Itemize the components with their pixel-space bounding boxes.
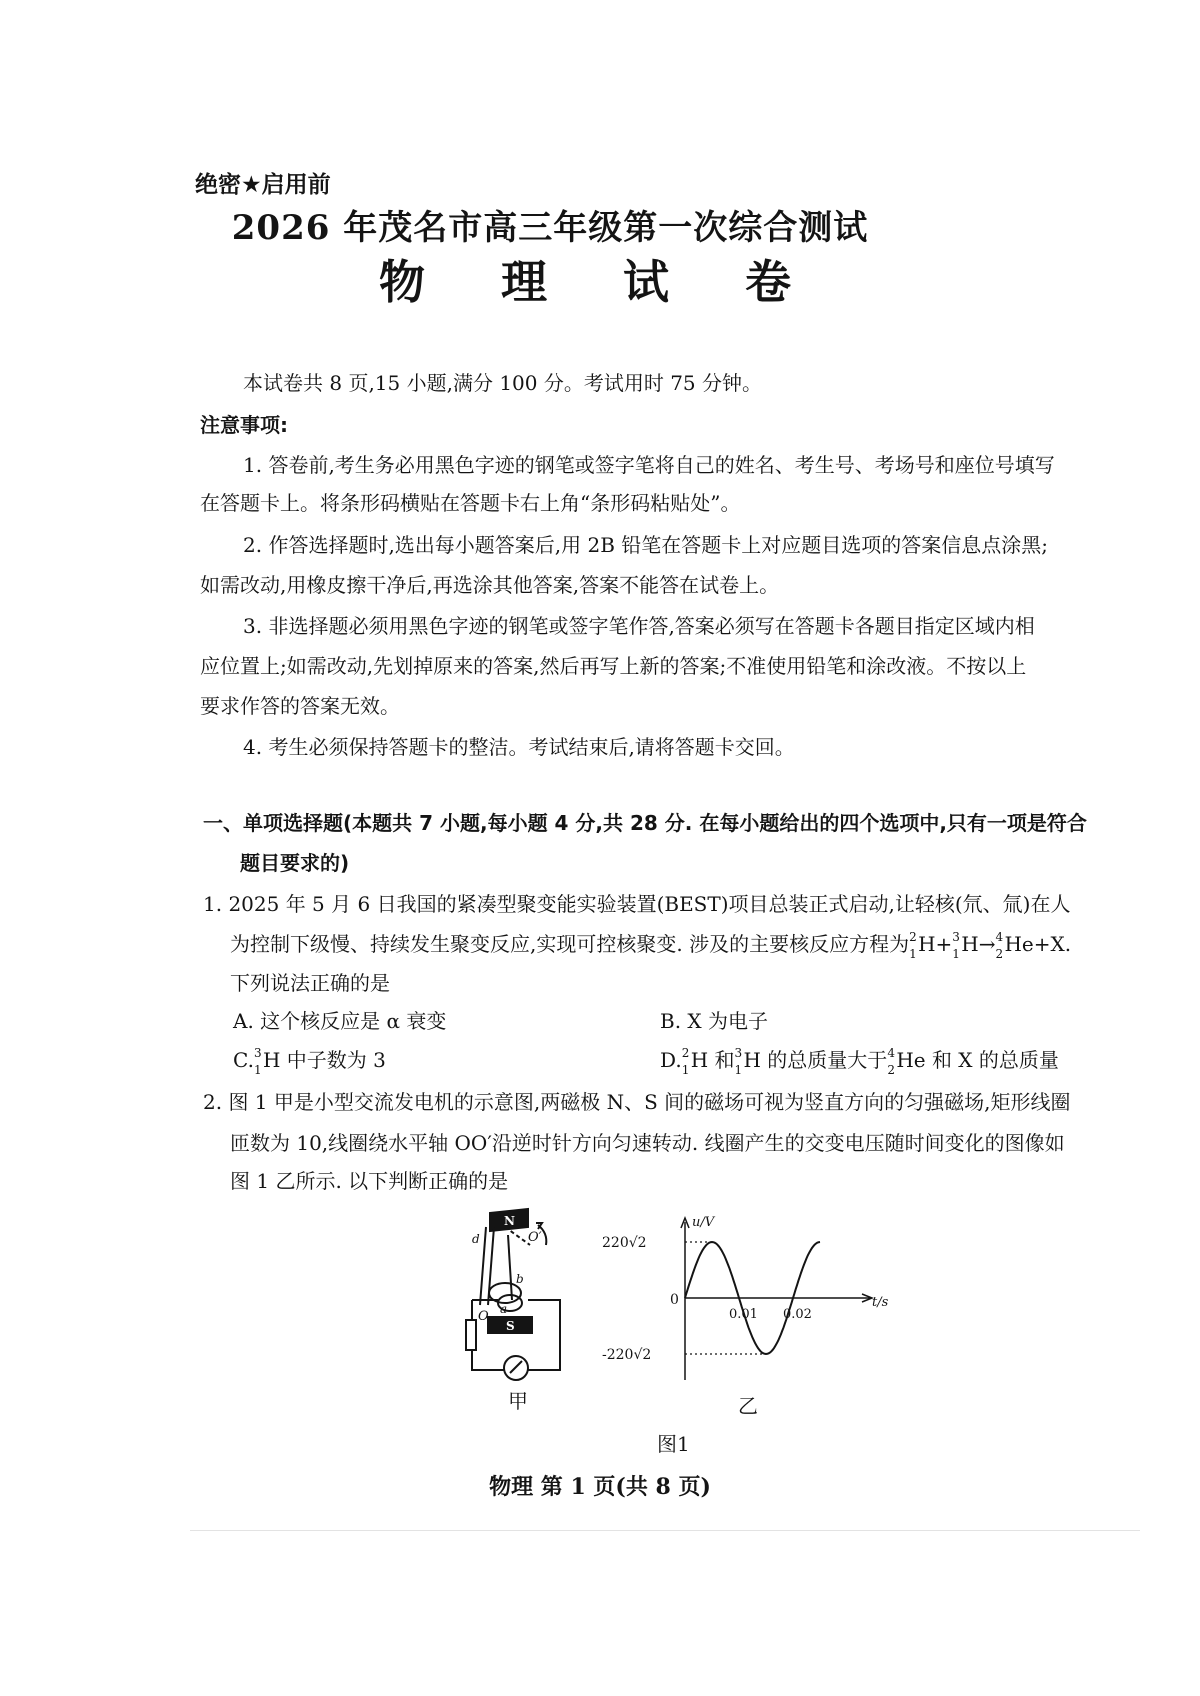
- question-1-line: 1. 2025 年 5 月 6 日我国的紧凑型聚变能实验装置(BEST)项目总装正式启动,让轻核(氘、氚)在人: [203, 892, 1071, 916]
- option-a: A. 这个核反应是 α 衰变: [233, 1009, 447, 1033]
- right-figure-caption: 乙: [738, 1394, 758, 1418]
- question-1-line: 下列说法正确的是: [230, 971, 390, 995]
- coil-a-label: a: [500, 1302, 508, 1316]
- left-figure-caption: 甲: [508, 1389, 528, 1413]
- option-c: C. 3 1 H 中子数为 3: [233, 1046, 386, 1077]
- n-pole-label: N: [504, 1214, 515, 1228]
- intro-text: 本试卷共 8 页,15 小题,满分 100 分。考试用时 75 分钟。: [243, 371, 763, 395]
- coil-d-label: d: [472, 1232, 480, 1246]
- y-axis-label: u/V: [692, 1215, 715, 1230]
- exam-title: 2026 年茂名市高三年级第一次综合测试: [231, 208, 869, 248]
- section-heading-cont: 题目要求的): [240, 851, 350, 875]
- section-heading: 一、单项选择题(本题共 7 小题,每小题 4 分,共 28 分. 在每小题给出的四个选项中,只有一项是符合: [203, 811, 1087, 835]
- notice-line: 3. 非选择题必须用黑色字迹的钢笔或签字笔作答,答案必须写在答题卡各题目指定区域内相: [243, 614, 1035, 638]
- notice-line: 在答题卡上。将条形码横贴在答题卡右上角“条形码粘贴处”。: [200, 491, 741, 515]
- question-2-line: 2. 图 1 甲是小型交流发电机的示意图,两磁极 N、S 间的磁场可视为竖直方向的匀强磁场,矩形线圈: [203, 1090, 1071, 1114]
- question-1-line: 为控制下级慢、持续发生聚变反应,实现可控核聚变. 涉及的主要核反应方程为 2 1 H+ 3 1 H→ 4 2 He+X.: [230, 930, 1072, 961]
- origin-label: 0: [670, 1292, 679, 1308]
- confidential-mark: 绝密★启用前: [195, 172, 331, 198]
- figure-caption: 图1: [657, 1432, 690, 1456]
- notice-line: 4. 考生必须保持答题卡的整洁。考试结束后,请将答题卡交回。: [243, 735, 795, 759]
- x-tick-label: 0.01: [729, 1307, 758, 1322]
- notice-line: 2. 作答选择题时,选出每小题答案后,用 2B 铅笔在答题卡上对应题目选项的答案信息点涂黑;: [243, 533, 1049, 557]
- s-pole-label: S: [506, 1319, 515, 1333]
- y-tick-label: -220√2: [602, 1347, 652, 1363]
- notice-heading: 注意事项:: [200, 413, 288, 437]
- subject-title: 物 理 试 卷: [378, 255, 822, 309]
- option-d: D. 2 1 H 和 3 1 H 的总质量大于 4 2 He 和 X 的总质量: [660, 1046, 1059, 1077]
- notice-line: 如需改动,用橡皮擦干净后,再选涂其他答案,答案不能答在试卷上。: [200, 573, 780, 597]
- page-footer: 物理 第 1 页(共 8 页): [489, 1474, 711, 1500]
- x-axis-label: t/s: [872, 1295, 889, 1310]
- question-2-line: 图 1 乙所示. 以下判断正确的是: [230, 1169, 509, 1193]
- coil-b-label: b: [516, 1272, 524, 1286]
- notice-line: 1. 答卷前,考生务必用黑色字迹的钢笔或签字笔将自己的姓名、考生号、考场号和座位号填写: [243, 453, 1055, 477]
- axis-o-prime-label: O′: [528, 1230, 542, 1245]
- notice-line: 应位置上;如需改动,先划掉原来的答案,然后再写上新的答案;不准使用铅笔和涂改液。不按以上: [200, 654, 1027, 678]
- generator-diagram: [450, 1205, 590, 1390]
- voltage-chart: [600, 1210, 890, 1390]
- y-tick-label: 220√2: [602, 1235, 647, 1251]
- axis-o-label: O: [478, 1309, 489, 1324]
- bottom-rule: [190, 1530, 1140, 1531]
- notice-line: 要求作答的答案无效。: [200, 694, 400, 718]
- option-b: B. X 为电子: [660, 1009, 769, 1033]
- x-tick-label: 0.02: [783, 1307, 812, 1322]
- question-2-line: 匝数为 10,线圈绕水平轴 OO′沿逆时针方向匀速转动. 线圈产生的交变电压随时间变化的图像如: [230, 1131, 1065, 1155]
